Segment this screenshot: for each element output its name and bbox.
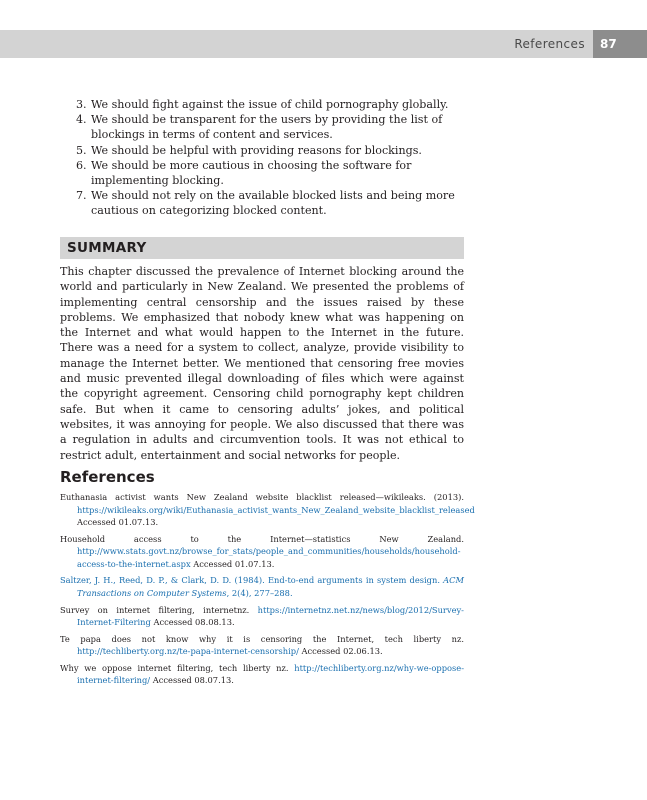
item-number: 3.	[76, 98, 87, 111]
item-number: 7.	[76, 189, 87, 203]
reference-text: Household access to the Internet—statistics New Zealand.	[60, 533, 464, 544]
reference-item	[60, 533, 464, 571]
reference-volume-pages[interactable]: , 2(4), 277–288.	[226, 587, 293, 598]
item-number: 5.	[76, 143, 87, 157]
reference-link[interactable]: http://techliberty.org.nz/te-papa-internet-censorship/	[77, 646, 299, 657]
reference-item	[60, 604, 464, 629]
reference-link[interactable]: http://techliberty.org.nz/why-we-oppose-internet-filtering/	[77, 662, 464, 686]
item-text: We should be more cautious in choosing the software for implementing blocking.	[91, 158, 412, 188]
list-item	[72, 188, 467, 218]
running-title: References	[514, 37, 585, 51]
summary-paragraph: This chapter discussed the prevalence of Internet blocking around the world and particularly in New Zealand. We presented the problems of implementing central censorship and the issues raised by these problems. We emphasized that nobody knew what was happening on the Internet and what would happen to the Internet in the future. There was a need for a system to collect, analyze, provide visibility to manage the Internet better. We mentioned that censoring free movies and music prevented illegal downloading of files which were against the copyright agreement. Censoring child pornography kept children safe. But when it came to censoring adults’ jokes, and political websites, it was annoying for people. We also discussed that there was a regulation in adults and circumvention tools. It was not ethical to restrict adult, entertainment and social networks for people.	[60, 265, 464, 462]
item-number: 4.	[76, 113, 87, 127]
reference-accessed: Accessed 01.07.13.	[77, 517, 159, 527]
list-item	[72, 97, 467, 112]
reference-item	[60, 491, 475, 529]
item-text: We should be transparent for the users by providing the list of blockings in terms of content and services.	[91, 113, 443, 142]
reference-accessed: Accessed 08.08.13.	[150, 617, 235, 628]
references-heading: References	[60, 468, 155, 486]
running-header	[0, 30, 647, 58]
list-item	[72, 158, 467, 188]
reference-link[interactable]: https://wikileaks.org/wiki/Euthanasia_activist_wants_New_Zealand_website_blacklist_released	[77, 504, 475, 515]
page-number: 87	[593, 30, 647, 58]
reference-list	[60, 491, 475, 691]
reference-link[interactable]: http://www.stats.govt.nz/browse_for_stats/people_and_communities/households/household-access-to-the-internet.aspx	[77, 546, 461, 569]
reference-text: Te papa does not know why it is censoring the Internet, tech liberty nz.	[60, 633, 464, 644]
reference-text: Survey on internet filtering, internetnz.	[60, 604, 258, 615]
item-text: We should fight against the issue of child pornography globally.	[91, 98, 449, 111]
reference-authors[interactable]: Saltzer, J. H., Reed, D. P., & Clark, D. D. (1984). End-to-end arguments in system design.	[60, 575, 444, 586]
reference-item	[60, 574, 464, 599]
summary-heading-bar	[60, 237, 464, 259]
reference-accessed: Accessed 01.07.13.	[190, 558, 275, 569]
summary-heading: SUMMARY	[67, 240, 147, 256]
reference-item	[60, 633, 464, 658]
item-text: We should be helpful with providing reasons for blockings.	[91, 143, 422, 157]
reference-item	[60, 662, 464, 687]
reference-text: Euthanasia activist wants New Zealand website blacklist released—wikileaks. (2013).	[60, 492, 464, 502]
reference-journal[interactable]: ACM Transactions on Computer Systems	[77, 575, 464, 598]
list-item	[72, 112, 467, 142]
list-item	[72, 143, 467, 158]
item-text: We should not rely on the available blocked lists and being more cautious on categorizing blocked content.	[91, 189, 455, 218]
reference-accessed: Accessed 02.06.13.	[298, 646, 383, 657]
reference-text: Why we oppose internet filtering, tech liberty nz.	[60, 662, 295, 673]
reference-link[interactable]: https://internetnz.net.nz/news/blog/2012/Survey-Internet-Filtering	[77, 604, 464, 628]
reference-accessed: Accessed 08.07.13.	[150, 675, 234, 686]
recommendation-list	[72, 97, 467, 219]
item-number: 6.	[76, 158, 87, 172]
